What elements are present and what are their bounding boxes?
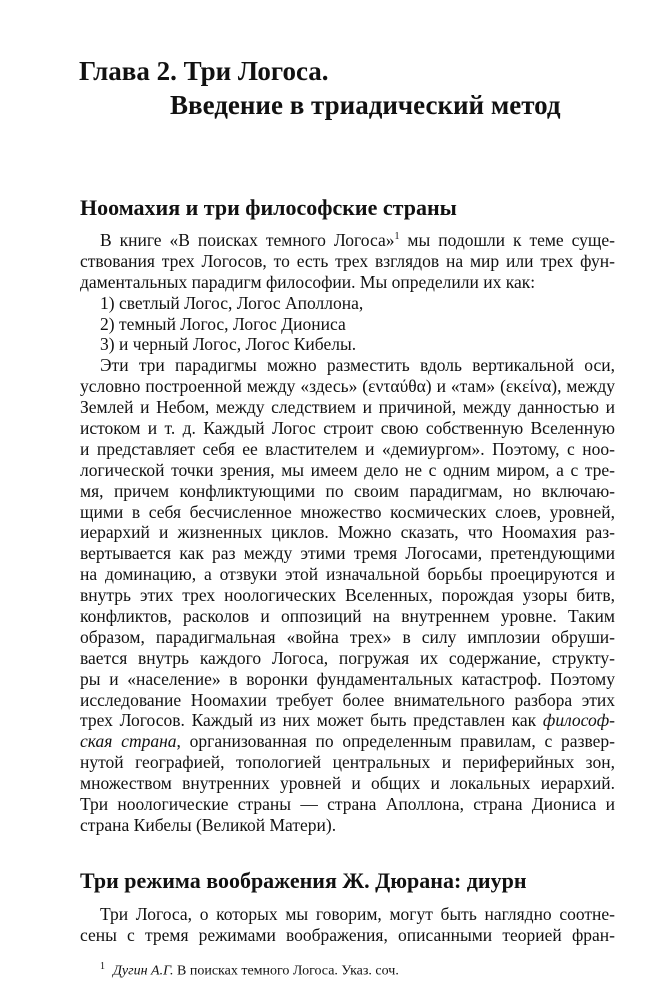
section-heading: Три режима воображения Ж. Дюрана: диурн bbox=[80, 868, 527, 893]
footnote bbox=[100, 958, 399, 981]
text-line: конфликтов, расколов и оппозиций на внутреннем уровне. Таким bbox=[80, 606, 615, 627]
text-line: даментальных парадигм философии. Мы определили их как: bbox=[80, 271, 536, 292]
text-line: В книге «В поисках темного Логоса»$^1$ мы подошли к теме суще- bbox=[100, 230, 615, 250]
text-line: исследование Ноомахии требует более внимательного разбора этих bbox=[80, 689, 615, 710]
paragraph-tail bbox=[80, 752, 615, 836]
text-line: щими в себя бесчисленное множество космических слоев, уровней, bbox=[80, 501, 615, 522]
list-item: 2) темный Логос, Логос Диониса bbox=[100, 313, 346, 334]
text-line: сены с тремя режимами воображения, описанными теорией фран- bbox=[80, 924, 615, 945]
text-line: ская страна, организованная по определенным правилам, с развер- bbox=[80, 731, 615, 752]
text-line: множеством внутренних уровней и общих и локальных иерархий. bbox=[80, 773, 615, 794]
section-heading: Ноомахия и три философские страны bbox=[80, 195, 457, 220]
text-line: трех Логосов. Каждый из них может быть представлен как философ- bbox=[80, 710, 615, 731]
footnote-number: 1 bbox=[100, 961, 105, 972]
section1-body bbox=[80, 230, 615, 836]
chapter-title-line1: Глава 2. Три Логоса. bbox=[79, 56, 329, 86]
section2-body bbox=[80, 904, 615, 946]
list-item: 1) светлый Логос, Логос Аполлона, bbox=[100, 292, 364, 313]
text-line: Три Логоса, о которых мы говорим, могут быть наглядно соотне- bbox=[100, 904, 615, 924]
text-line: вается внутрь каждого Логоса, погружая их содержание, структу- bbox=[80, 647, 615, 668]
text-line: образом, парадигмальная «война трех» в силу имплозии обруши- bbox=[80, 626, 615, 647]
text-line: на доминацию, а отзвуки этой изначальной борьбы проецируются и bbox=[80, 564, 615, 585]
text-line: Три ноологические страны — страна Аполлона, страна Диониса и bbox=[80, 794, 615, 815]
footnote-ref[interactable]: 1 bbox=[394, 231, 400, 243]
text-line: мя, причем конфликтующими по своим парадигмам, но включаю- bbox=[80, 480, 615, 501]
footnote-author: Дугин А.Г. bbox=[113, 963, 174, 979]
text-line: нутой географией, топологией центральных и периферийных зон, bbox=[80, 752, 615, 773]
text-line: вертывается как раз между этими тремя Логосами, претендующими bbox=[80, 543, 615, 564]
text-line: условно построенной между «здесь» (ενταύθα) и «там» (εκείνα), между bbox=[80, 376, 615, 397]
list-item: 3) и черный Логос, Логос Кибелы. bbox=[100, 334, 357, 355]
text-line: внутрь этих трех ноологических Вселенных, порождая узоры битв, bbox=[80, 585, 615, 606]
paragraph bbox=[80, 355, 615, 710]
text-line: и представляет себя ее властителем и «демиургом». Поэтому, с ноо- bbox=[80, 438, 615, 459]
text-line: логической точки зрения, мы имеем дело не с одним миром, а с тре- bbox=[80, 459, 615, 480]
text-line: иерархий и жизненных циклов. Можно сказать, что Ноомахия раз- bbox=[80, 522, 615, 543]
text-line: страна Кибелы (Великой Матери). bbox=[80, 814, 337, 835]
text-line: ры и «население» в воронки фундаментальных катастроф. Поэтому bbox=[80, 668, 615, 689]
text-line: истоком и т. д. Каждый Логос строит свою собственную Вселенную bbox=[80, 418, 615, 439]
text-line: ствования трех Логосов, то есть трех взглядов на мир или трех фун- bbox=[80, 250, 615, 271]
footnote-text: В поисках темного Логоса. Указ. соч. bbox=[173, 963, 399, 979]
chapter-title-line2: Введение в триадический метод bbox=[170, 90, 561, 120]
text-line: Эти три парадигмы можно разместить вдоль вертикальной оси, bbox=[100, 355, 615, 376]
text-line: Землей и Небом, между следствием и причиной, между данностью и bbox=[80, 397, 615, 418]
